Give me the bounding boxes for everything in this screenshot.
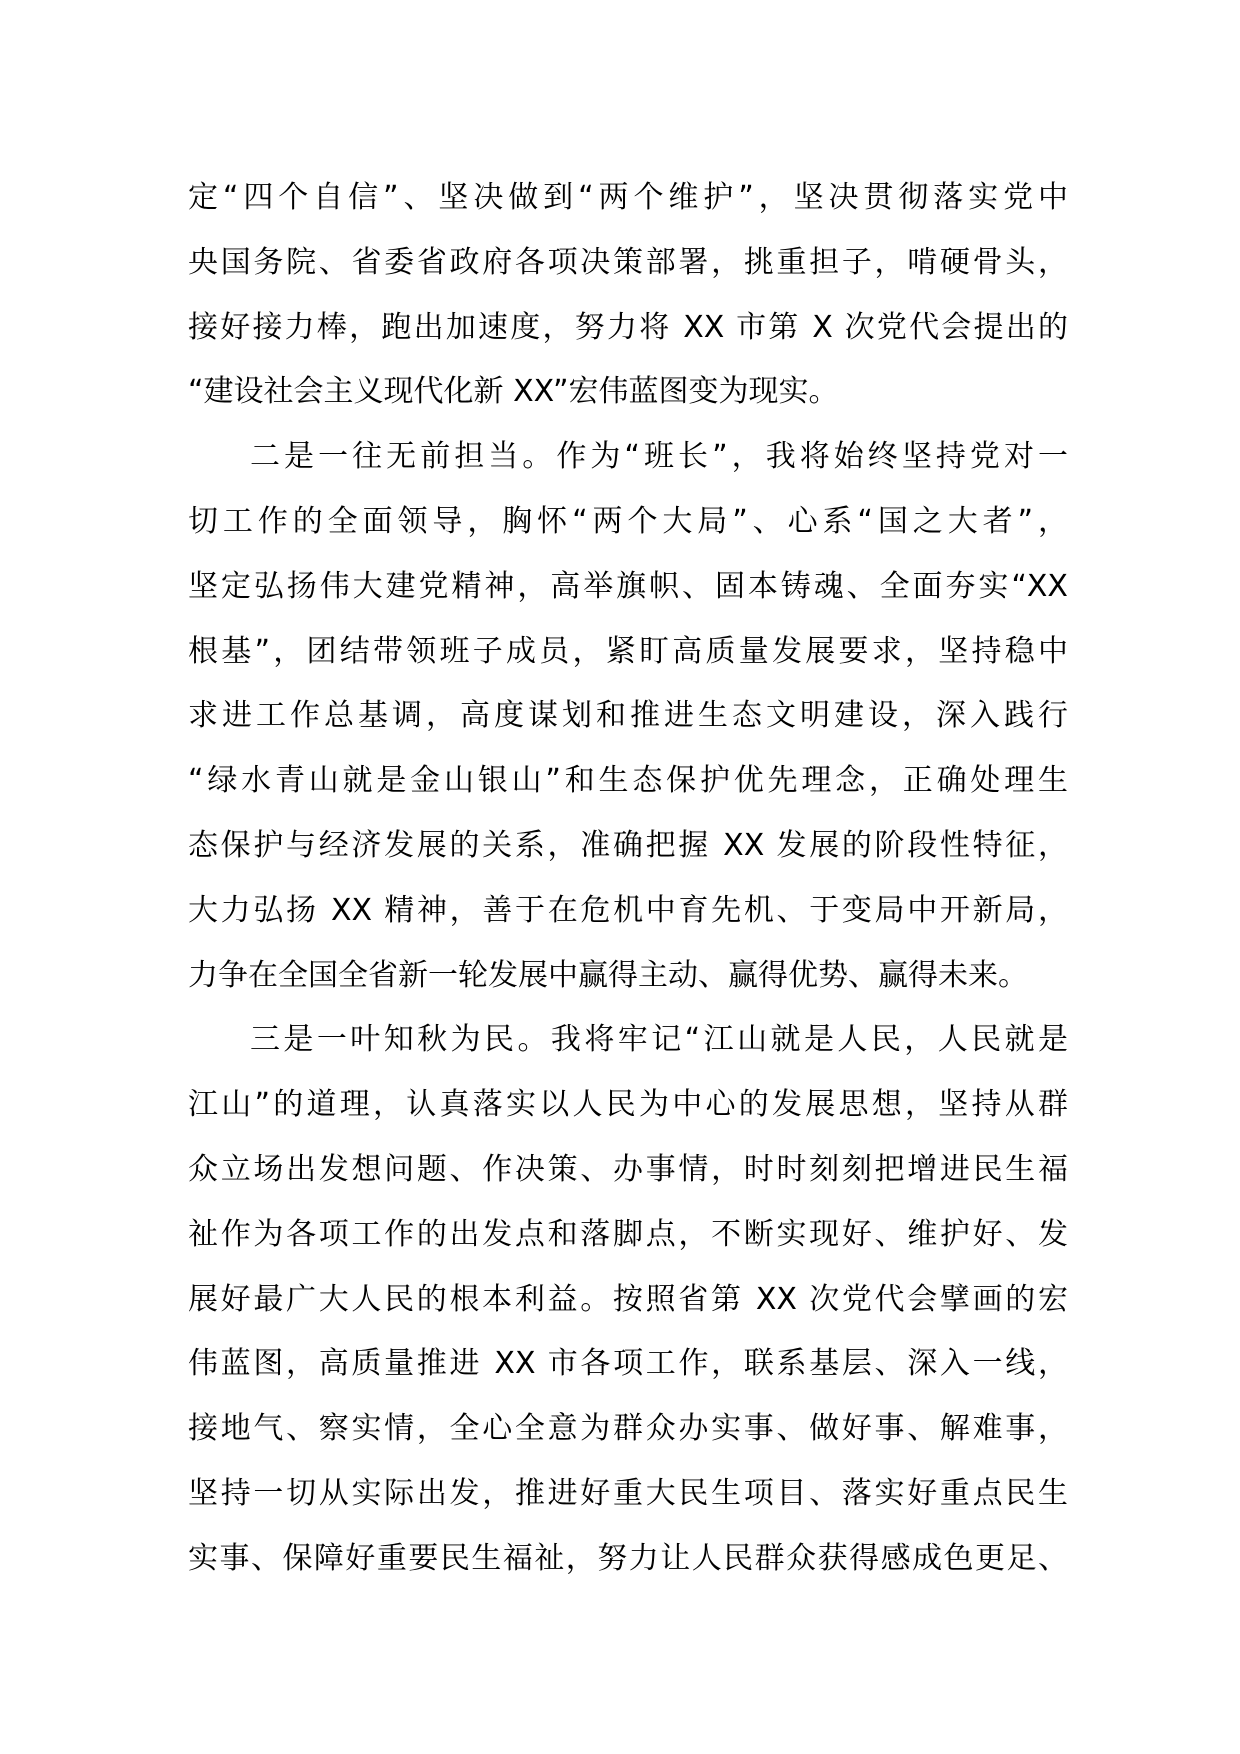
text-line: “建设社会主义现代化新 XX”宏伟蓝图变为现实。 xyxy=(188,374,839,410)
text-line: 接好接力棒，跑出加速度，努力将 XX 市第 X 次党代会提出的 xyxy=(188,309,1068,345)
text-line: 接地气、察实情，全心全意为群众办实事、做好事、解难事， xyxy=(188,1411,1068,1447)
text-line: 大力弘扬 XX 精神，善于在危机中育先机、于变局中开新局， xyxy=(188,892,1068,928)
text-line: 伟蓝图，高质量推进 XX 市各项工作，联系基层、深入一线， xyxy=(188,1346,1068,1382)
text-line: 坚持一切从实际出发，推进好重大民生项目、落实好重点民生 xyxy=(188,1475,1068,1511)
text-line: 三是一叶知秋为民。我将牢记“江山就是人民，人民就是 xyxy=(250,1022,1068,1058)
text-line: 坚定弘扬伟大建党精神，高举旗帜、固本铸魂、全面夯实“XX xyxy=(188,568,1068,604)
text-line: 态保护与经济发展的关系，准确把握 XX 发展的阶段性特征， xyxy=(188,827,1068,863)
text-line: 众立场出发想问题、作决策、办事情，时时刻刻把增进民生福 xyxy=(188,1151,1068,1187)
text-line: 二是一往无前担当。作为“班长”，我将始终坚持党对一 xyxy=(250,439,1068,475)
body-text xyxy=(188,166,1068,1592)
text-line: 力争在全国全省新一轮发展中赢得主动、赢得优势、赢得未来。 xyxy=(188,957,1028,993)
text-line: 切工作的全面领导，胸怀“两个大局”、心系“国之大者”， xyxy=(188,503,1068,539)
text-line: 求进工作总基调，高度谋划和推进生态文明建设，深入践行 xyxy=(188,698,1068,734)
text-line: 央国务院、省委省政府各项决策部署，挑重担子，啃硬骨头， xyxy=(188,244,1068,280)
text-line: 江山”的道理，认真落实以人民为中心的发展思想，坚持从群 xyxy=(188,1087,1068,1123)
text-line: “绿水青山就是金山银山”和生态保护优先理念，正确处理生 xyxy=(188,763,1068,799)
text-line: 展好最广大人民的根本利益。按照省第 XX 次党代会擘画的宏 xyxy=(188,1281,1068,1317)
text-line: 祉作为各项工作的出发点和落脚点，不断实现好、维护好、发 xyxy=(188,1216,1068,1252)
text-line: 定“四个自信”、坚决做到“两个维护”，坚决贯彻落实党中 xyxy=(188,180,1068,215)
text-line: 根基”，团结带领班子成员，紧盯高质量发展要求，坚持稳中 xyxy=(188,633,1068,669)
text-line: 实事、保障好重要民生福祉，努力让人民群众获得感成色更足、 xyxy=(188,1540,1068,1576)
